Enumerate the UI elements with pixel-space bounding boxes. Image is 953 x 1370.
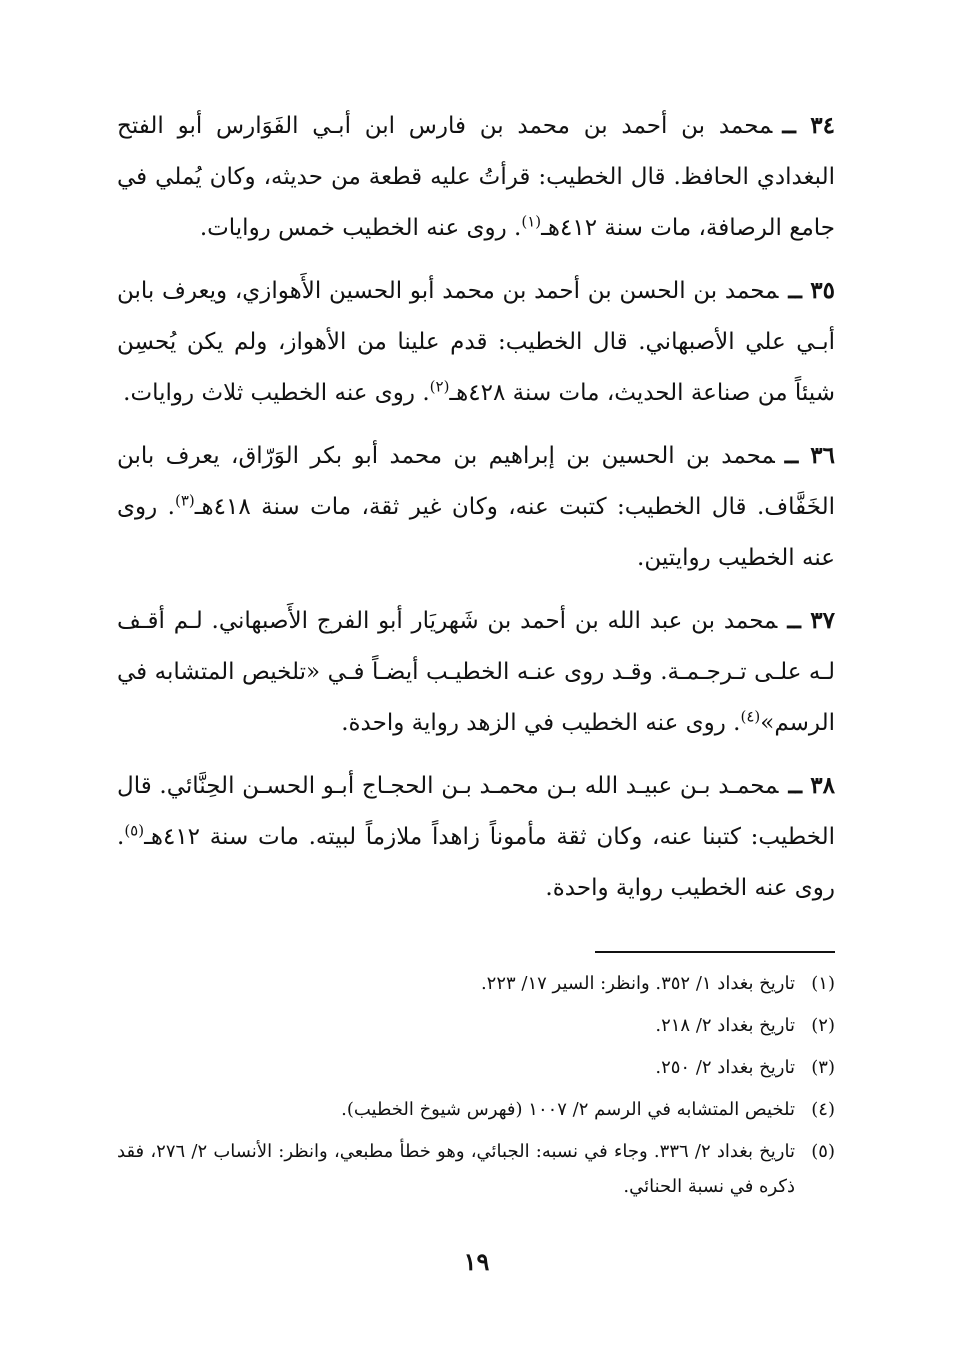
entry-number: ٣٧ ــ bbox=[787, 607, 836, 634]
footnote-number: (٣) bbox=[811, 1057, 835, 1078]
entry-text-end: . روى عنه الخطيب ثلاث روايات. bbox=[123, 380, 430, 406]
footnote-5 bbox=[117, 1134, 835, 1204]
biography-entry-38 bbox=[117, 760, 835, 914]
footnote-number: (٤) bbox=[811, 1099, 835, 1120]
entry-text: محمد بن عبد الله بن أحمد بن شَهريَار أبو الفرج الأَصبهاني. لـم أقـف لـه علـى تـرجـمـة. وقـد روى عنـه الخطيـب أيضـاً فـي «تلخيص المتشابه في الرسم» bbox=[117, 608, 835, 736]
footnote-reference: (١) bbox=[521, 212, 542, 231]
biography-entry-34 bbox=[117, 100, 835, 254]
footnote-text: تاريخ بغداد ٢/ ٢٥٠. bbox=[655, 1057, 795, 1078]
footnote-text: تاريخ بغداد ٢/ ٣٣٦. وجاء في نسبه: الجبائي، وهو خطأ مطبعي، وانظر: الأنساب ٢/ ٢٧٦، فقد ذكره في نسبة الحنائي. bbox=[117, 1141, 795, 1197]
footnote-text: تاريخ بغداد ١/ ٣٥٢. وانظر: السير ١٧/ ٢٢٣. bbox=[480, 973, 795, 994]
entry-text-end: . روى عنه الخطيب خمس روايات. bbox=[199, 215, 522, 241]
footnote-2 bbox=[117, 1008, 835, 1043]
entry-number: ٣٤ ــ bbox=[782, 112, 836, 139]
footnotes bbox=[117, 966, 835, 1211]
entry-text: محمد بن الحسين بن إبراهيم بن محمد أبو بكر الوَرّاق، يعرف بابن الخَفَّاف. قال الخطيب: كتبت عنه، وكان غير ثقة، مات سنة ٤١٨هـ bbox=[117, 443, 835, 520]
footnote-4 bbox=[117, 1092, 835, 1127]
footnote-reference: (٤) bbox=[740, 707, 761, 726]
biography-entry-37 bbox=[117, 595, 835, 749]
footnote-reference: (٣) bbox=[174, 491, 195, 510]
footnote-text: تاريخ بغداد ٢/ ٢١٨. bbox=[655, 1015, 795, 1036]
footnote-number: (١) bbox=[811, 973, 835, 994]
entry-number: ٣٨ ــ bbox=[788, 772, 836, 799]
entry-text-end: . روى عنه الخطيب في الزهد رواية واحدة. bbox=[341, 710, 741, 736]
biography-entry-36 bbox=[117, 430, 835, 584]
footnote-1 bbox=[117, 966, 835, 1001]
entry-text: محمـد بـن عبيـد الله بـن محمـد بـن الحجـاج أبـو الحسـن الحِنَّائي. قال الخطيب: كتبنا عنه، وكان ثقة مأموناً زاهداً ملازماً لبيته. مات سنة ٤١٢هـ bbox=[117, 773, 835, 850]
footnote-3 bbox=[117, 1050, 835, 1085]
footnote-number: (٢) bbox=[811, 1015, 835, 1036]
entry-text-end: . روى عنه الخطيب رواية واحدة. bbox=[117, 824, 835, 901]
entry-number: ٣٦ ــ bbox=[784, 442, 835, 469]
entry-number: ٣٥ ــ bbox=[788, 277, 836, 304]
entry-text: محمد بن الحسن بن أحمد بن محمد أبو الحسين الأَهوازي، ويعرف بابن أبـي علي الأصبهاني. قال الخطيب: قدم علينا من الأهواز، ولم يكن يُحسِن شيئاً من صناعة الحديث، مات سنة ٤٢٨هـ bbox=[117, 278, 835, 406]
page-number: ١٩ bbox=[463, 1247, 490, 1276]
entry-text-end: . روى عنه الخطيب روايتين. bbox=[117, 494, 835, 571]
biography-entry-35 bbox=[117, 265, 835, 419]
footnote-reference: (٥) bbox=[124, 821, 145, 840]
entry-text: محمد بن أحمد بن محمد بن فارس ابن أبـي الفَوَارس أبو الفتح البغدادي الحافظ. قال الخطيب: قرأتُ عليه قطعة من حديثه، وكان يُملي في جامع الرصافة، مات سنة ٤١٢هـ bbox=[117, 113, 835, 241]
footnote-number: (٥) bbox=[811, 1141, 835, 1162]
footnote-reference: (٢) bbox=[429, 377, 450, 396]
body-text bbox=[117, 100, 835, 925]
footnote-text: تلخيص المتشابه في الرسم ٢/ ١٠٠٧ (فهرس شيوخ الخطيب). bbox=[341, 1099, 795, 1120]
footnote-separator bbox=[595, 951, 835, 953]
